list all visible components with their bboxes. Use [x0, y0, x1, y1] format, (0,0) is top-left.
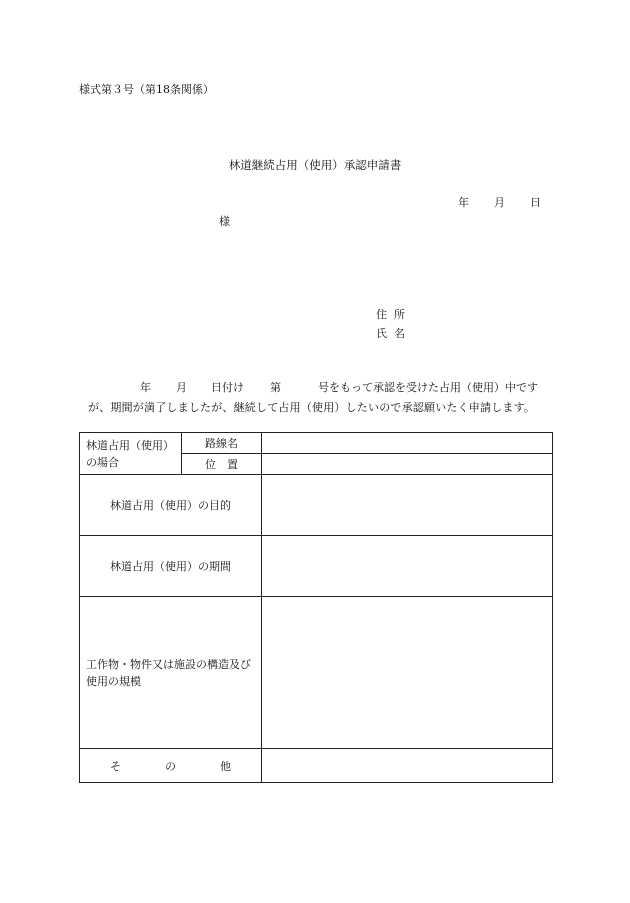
purpose-label: 林道占用（使用）の目的	[110, 499, 231, 512]
location-field[interactable]	[262, 454, 553, 475]
body-year: 年	[140, 381, 151, 394]
purpose-label-cell	[80, 475, 262, 536]
table-row	[80, 749, 553, 783]
form-number: 様式第３号（第18条関係）	[79, 83, 214, 96]
location-label-cell	[182, 454, 262, 475]
date-month-label: 月	[494, 196, 505, 209]
other-label-char: の	[165, 759, 176, 773]
group-label-cell	[80, 433, 182, 475]
location-label: 位 置	[205, 458, 238, 471]
period-label: 林道占用（使用）の期間	[110, 560, 231, 573]
other-label-cell	[80, 749, 262, 783]
table-row	[80, 433, 553, 454]
application-table	[79, 432, 553, 783]
purpose-field[interactable]	[262, 475, 553, 536]
body-day-dated: 日付け	[211, 381, 244, 394]
body-month: 月	[176, 381, 187, 394]
other-label-char: 他	[220, 759, 231, 773]
date-year-label: 年	[458, 196, 469, 209]
period-field[interactable]	[262, 536, 553, 597]
group-label: 林道占用（使用）の場合	[86, 438, 174, 469]
body-line1-rest: 号をもって承認を受けた占用（使用）中です	[318, 381, 538, 394]
table-row	[80, 536, 553, 597]
other-field[interactable]	[262, 749, 553, 783]
route-name-label: 路線名	[205, 437, 238, 450]
other-label-char: そ	[110, 759, 121, 773]
document-title: 林道継続占用（使用）承認申請書	[228, 158, 402, 172]
route-name-label-cell	[182, 433, 262, 454]
body-number-prefix: 第	[270, 381, 281, 394]
route-name-field[interactable]	[262, 433, 553, 454]
structure-label-cell	[80, 597, 262, 749]
addressee-suffix: 様	[219, 215, 230, 228]
structure-field[interactable]	[262, 597, 553, 749]
applicant-address-label: 住所	[376, 308, 412, 321]
structure-label: 工作物・物件又は施設の構造及び使用の規模	[86, 657, 251, 688]
applicant-name-label: 氏名	[376, 327, 412, 340]
date-day-label: 日	[530, 196, 541, 209]
body-line2: が、期間が満了しましたが、継続して占用（使用）したいので承認願いたく申請します。	[88, 401, 536, 414]
period-label-cell	[80, 536, 262, 597]
table-row	[80, 597, 553, 749]
table-row	[80, 475, 553, 536]
